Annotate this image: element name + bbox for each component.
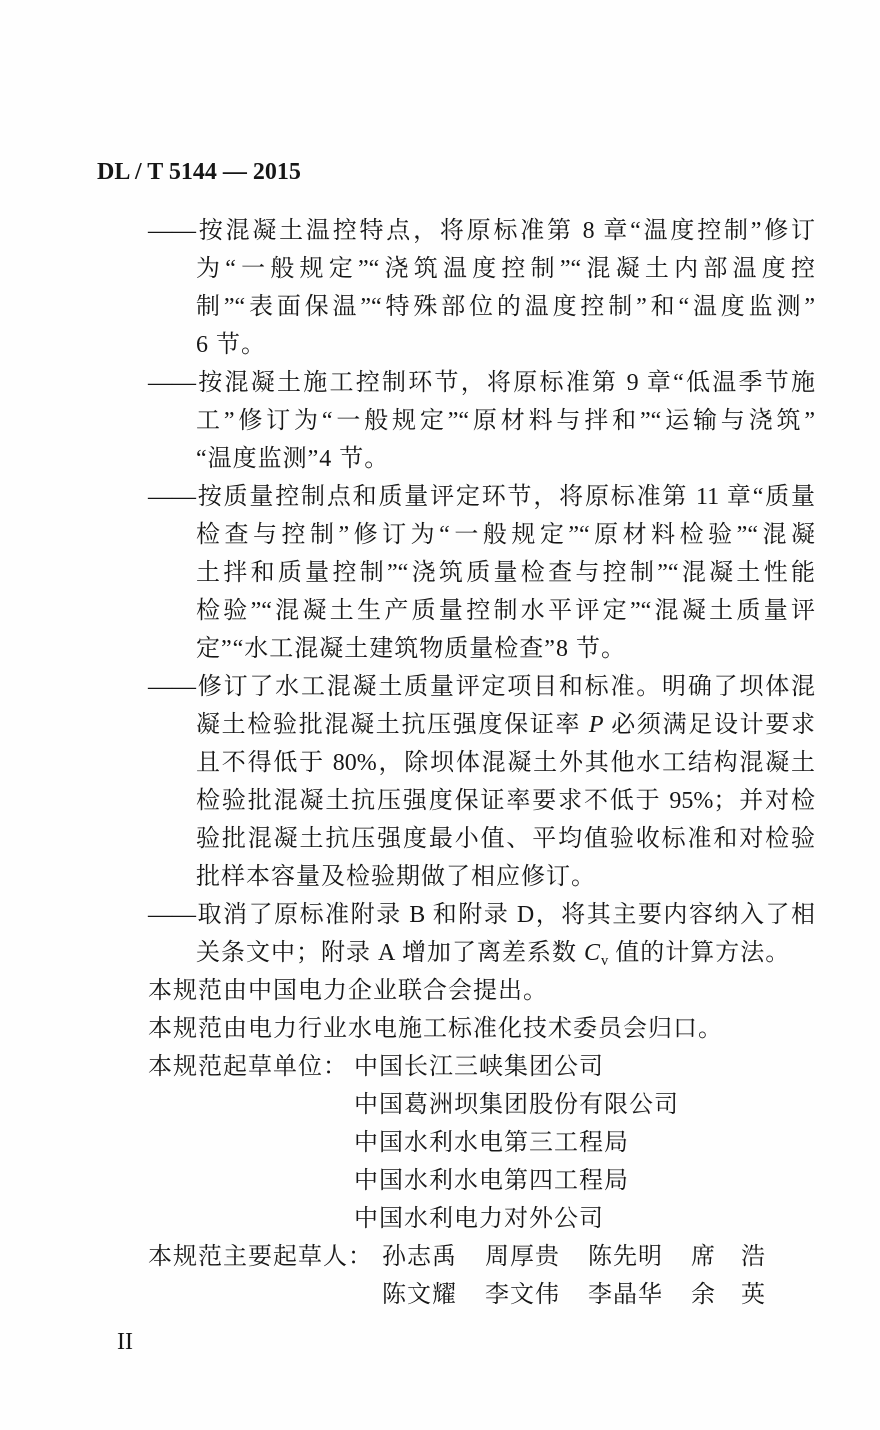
drafter-name: 李晶华 bbox=[588, 1282, 663, 1308]
guarantee-rate-symbol: P bbox=[588, 712, 604, 738]
text-line: ——取消了原标准附录 B 和附录 D，将其主要内容纳入了相 bbox=[148, 902, 815, 928]
proposer-statement: 本规范由中国电力企业联合会提出。 bbox=[148, 978, 548, 1004]
text-line bbox=[196, 934, 815, 972]
drafter-name: 席 浩 bbox=[691, 1244, 766, 1270]
text-line: 批样本容量及检验期做了相应修订。 bbox=[196, 864, 596, 890]
revision-item-quality-inspection bbox=[148, 478, 815, 668]
chief-drafters-row bbox=[148, 1238, 815, 1276]
drafting-unit: 中国水利电力对外公司 bbox=[354, 1206, 604, 1232]
drafting-unit: 中国水利水电第四工程局 bbox=[354, 1168, 629, 1194]
text-line: 为“一般规定”“浇筑温度控制”“混凝土内部温度控 bbox=[196, 256, 815, 282]
drafter-name: 李文伟 bbox=[485, 1282, 560, 1308]
revision-item-temperature-control bbox=[148, 212, 815, 364]
text-line: 定”“水工混凝土建筑物质量检查”8 节。 bbox=[196, 636, 626, 662]
drafting-unit: 中国葛洲坝集团股份有限公司 bbox=[354, 1092, 679, 1118]
page-number: II bbox=[117, 1329, 133, 1355]
variation-coefficient-symbol: C bbox=[584, 940, 602, 966]
drafter-name: 周厚贵 bbox=[485, 1244, 560, 1270]
drafting-units-first-line bbox=[148, 1048, 815, 1086]
text-segment: 必须满足设计要求 bbox=[603, 712, 816, 738]
text-line: “温度监测”4 节。 bbox=[196, 446, 390, 472]
text-line: 检验”“混凝土生产质量控制水平评定”“混凝土质量评 bbox=[196, 598, 815, 624]
administration-statement: 本规范由电力行业水电施工标准化技术委员会归口。 bbox=[148, 1016, 723, 1042]
text-line: ——按质量控制点和质量评定环节，将原标准第 11 章“质量 bbox=[148, 484, 815, 510]
text-line: 验批混凝土抗压强度最小值、平均值验收标准和对检验 bbox=[196, 826, 815, 852]
chief-drafters-label: 本规范主要起草人： bbox=[148, 1244, 373, 1270]
text-line: 土拌和质量控制”“浇筑质量检查与控制”“混凝土性能 bbox=[196, 560, 815, 586]
drafter-name: 陈文耀 bbox=[382, 1282, 457, 1308]
text-line: ——按混凝土施工控制环节，将原标准第 9 章“低温季节施 bbox=[148, 370, 815, 396]
drafting-unit: 中国水利水电第三工程局 bbox=[354, 1130, 629, 1156]
text-line: 制”“表面保温”“特殊部位的温度控制”和“温度监测” bbox=[196, 294, 815, 320]
standard-code-header: DL / T 5144 — 2015 bbox=[97, 159, 301, 185]
text-line: 6 节。 bbox=[196, 332, 266, 358]
text-segment: 凝土检验批混凝土抗压强度保证率 bbox=[196, 712, 589, 738]
drafter-name: 余 英 bbox=[691, 1282, 766, 1308]
text-line: 工”修订为“一般规定”“原材料与拌和”“运输与浇筑” bbox=[196, 408, 815, 434]
text-line bbox=[196, 706, 815, 744]
text-line: 检查与控制”修订为“一般规定”“原材料检验”“混凝 bbox=[196, 522, 815, 548]
text-line: 且不得低于 80%，除坝体混凝土外其他水工结构混凝土 bbox=[196, 750, 815, 776]
revision-item-low-temperature-construction bbox=[148, 364, 815, 478]
text-segment: 关条文中；附录 A 增加了离差系数 bbox=[196, 940, 585, 966]
text-line: ——按混凝土温控特点，将原标准第 8 章“温度控制”修订 bbox=[148, 218, 815, 244]
drafting-units-label: 本规范起草单位： bbox=[148, 1054, 348, 1080]
page-body bbox=[148, 212, 815, 1314]
text-line: ——修订了水工混凝土质量评定项目和标准。明确了坝体混 bbox=[148, 674, 815, 700]
text-segment: 值的计算方法。 bbox=[608, 940, 791, 966]
chief-drafters-row bbox=[382, 1276, 815, 1314]
drafter-name: 陈先明 bbox=[588, 1244, 663, 1270]
drafter-name: 孙志禹 bbox=[382, 1244, 457, 1270]
variation-coefficient-subscript: v bbox=[601, 953, 609, 970]
text-line: 检验批混凝土抗压强度保证率要求不低于 95%；并对检 bbox=[196, 788, 815, 814]
revision-item-quality-evaluation bbox=[148, 668, 815, 896]
revision-item-appendix-changes bbox=[148, 896, 815, 972]
drafting-unit: 中国长江三峡集团公司 bbox=[354, 1054, 604, 1080]
